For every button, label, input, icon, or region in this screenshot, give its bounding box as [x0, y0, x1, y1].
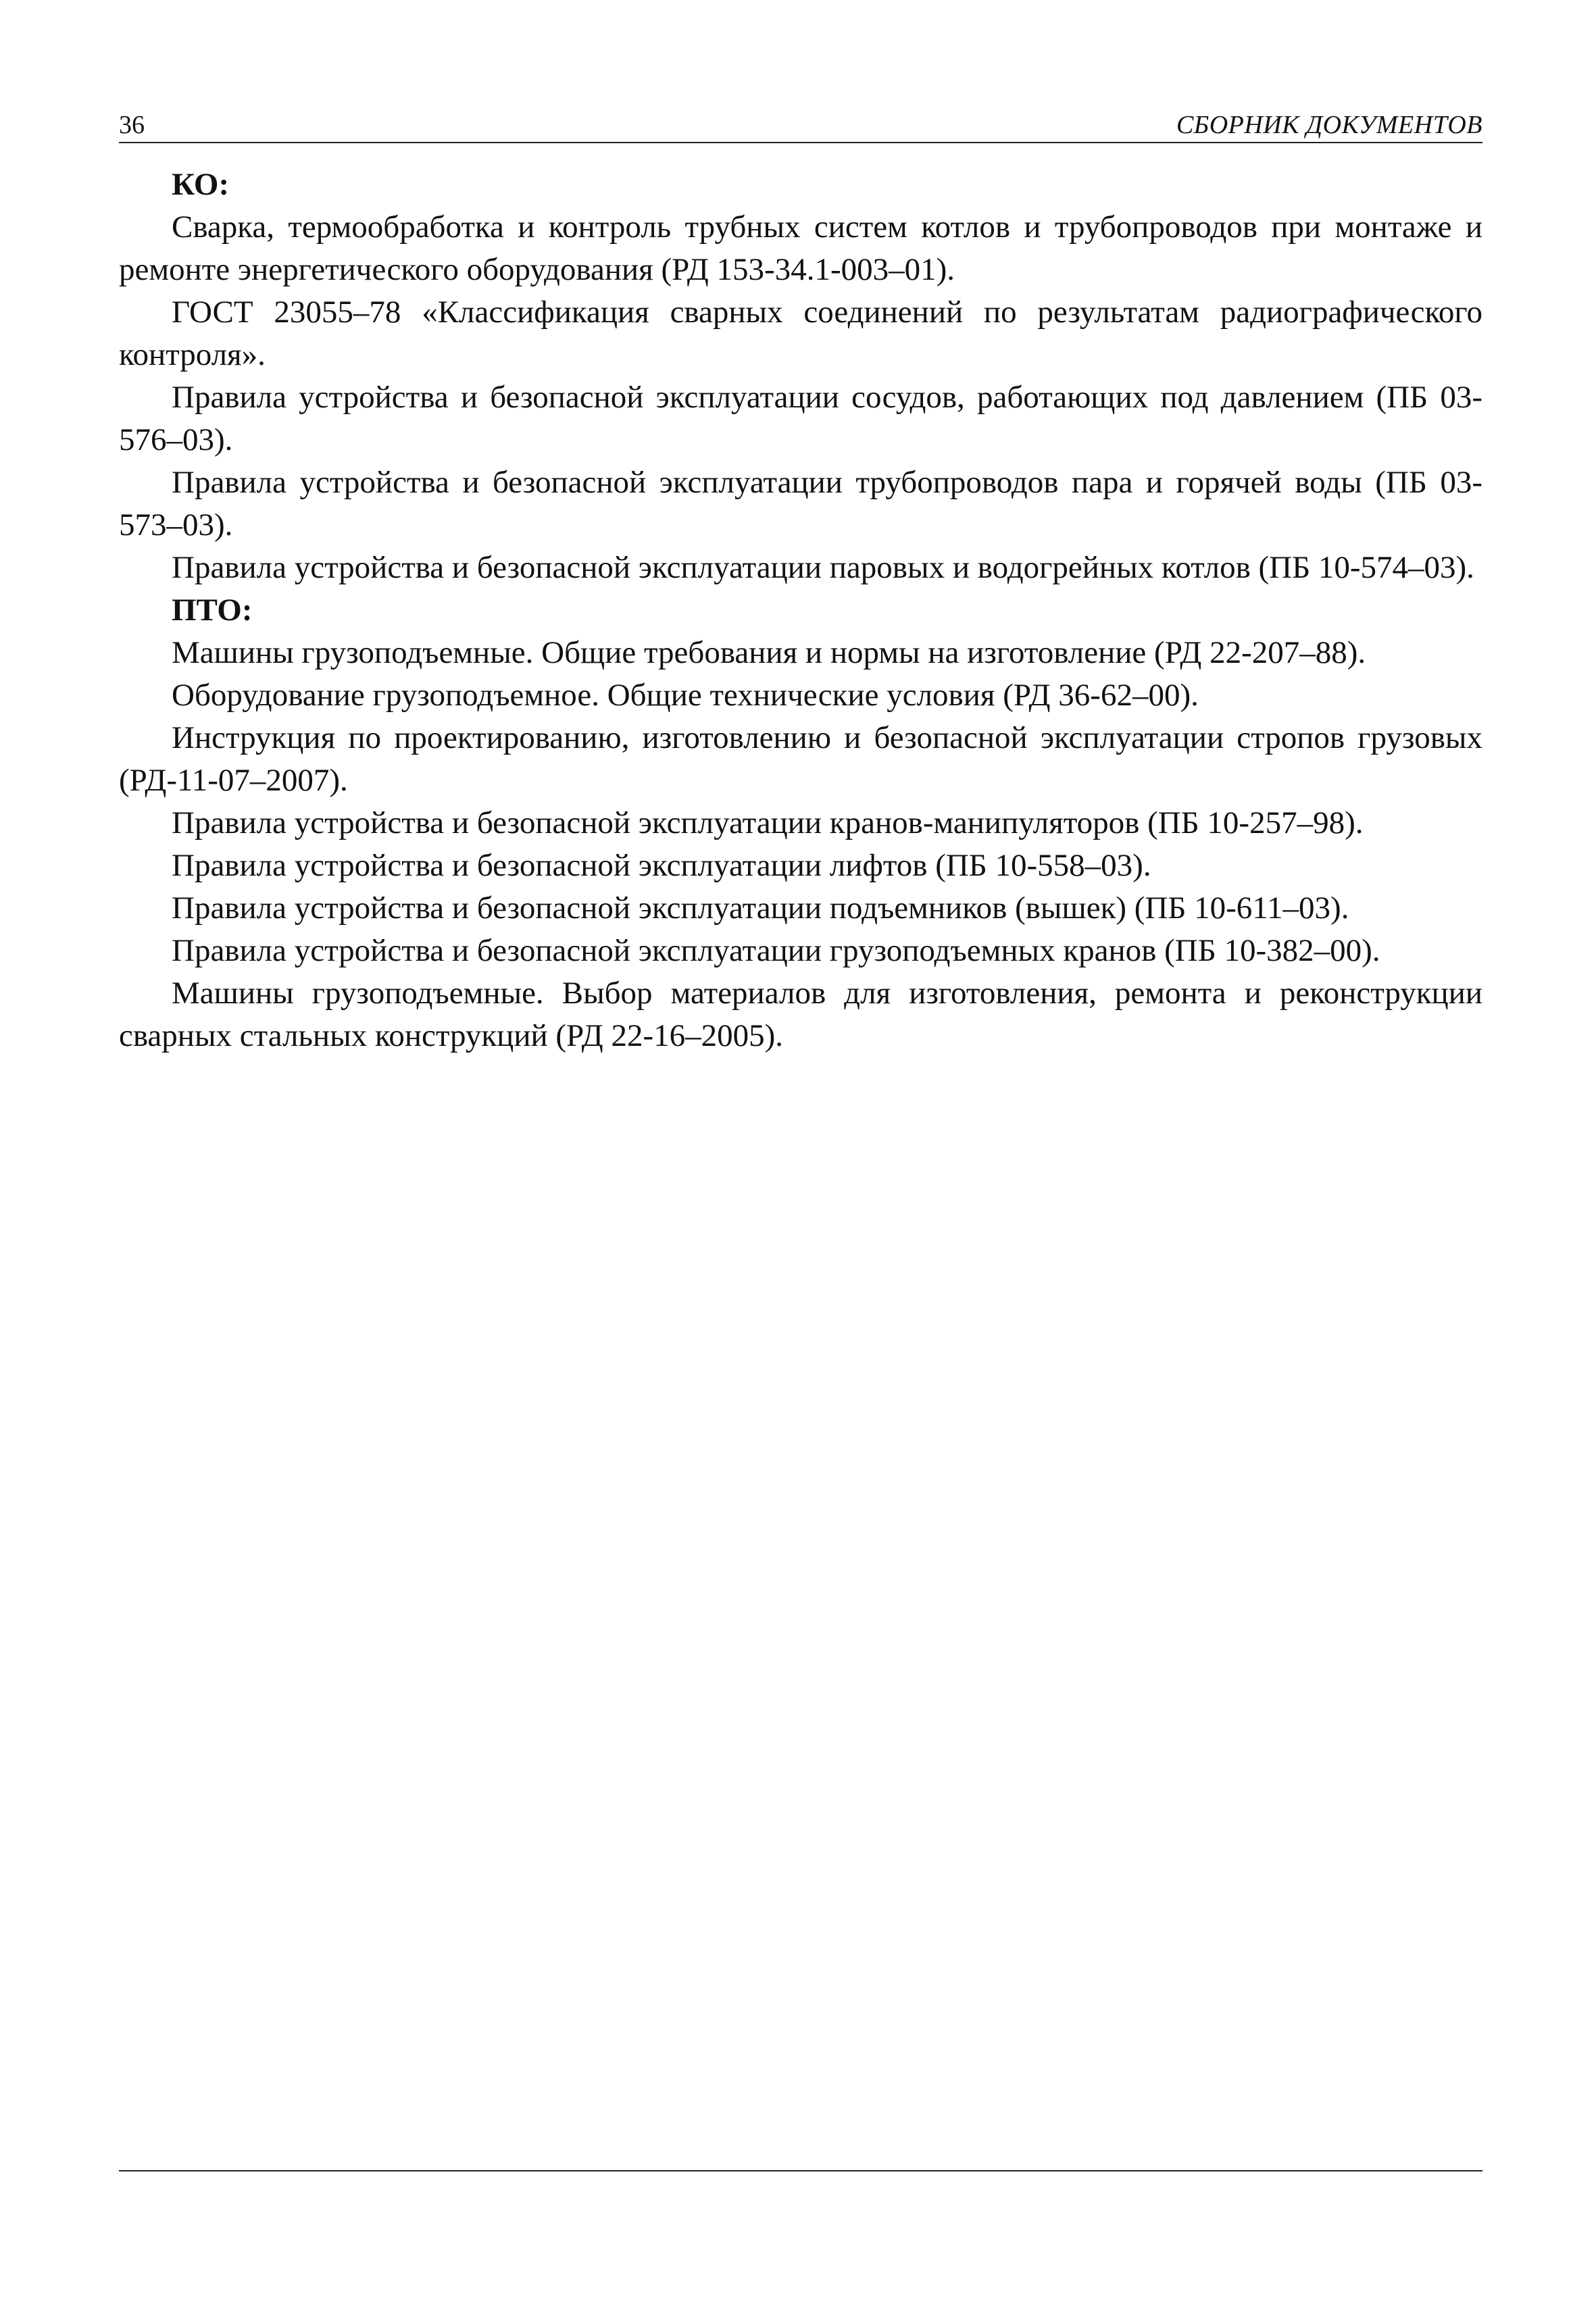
document-item: Правила устройства и безопасной эксплуатации кранов-манипуляторов (ПБ 10-257–98).: [172, 805, 1364, 840]
running-title: СБОРНИК ДОКУМЕНТОВ: [1176, 111, 1482, 139]
section-heading-pto: ПТО:: [172, 593, 253, 628]
document-item: Правила устройства и безопасной эксплуатации подъемников (вышек) (ПБ 10-611–03).: [172, 890, 1349, 926]
section-heading-ko: КО:: [172, 167, 230, 202]
footer-rule: [119, 2170, 1482, 2171]
document-item: Сварка, термообработка и контроль трубных систем котлов и трубопроводов при монтаже и ремонте энергетического оборудования (РД 153-34.1-003–01).: [119, 209, 1482, 287]
document-item: ГОСТ 23055–78 «Классификация сварных соединений по результатам радиографического контроля».: [119, 295, 1482, 372]
page-number: 36: [119, 111, 145, 139]
page-header: [119, 101, 1482, 143]
document-item: Правила устройства и безопасной эксплуатации лифтов (ПБ 10-558–03).: [172, 848, 1151, 883]
document-body: [119, 164, 1482, 1057]
document-item: Правила устройства и безопасной эксплуатации сосудов, работающих под давлением (ПБ 03-576–03).: [119, 380, 1482, 457]
document-item: Правила устройства и безопасной эксплуатации грузоподъемных кранов (ПБ 10-382–00).: [172, 933, 1380, 968]
document-item: Машины грузоподъемные. Общие требования и нормы на изготовление (РД 22-207–88).: [172, 635, 1366, 670]
document-item: Машины грузоподъемные. Выбор материалов для изготовления, ремонта и реконструкции сварных стальных конструкций (РД 22-16–2005).: [119, 976, 1482, 1053]
document-item: Правила устройства и безопасной эксплуатации паровых и водогрейных котлов (ПБ 10-574–03).: [172, 550, 1474, 585]
document-item: Инструкция по проектированию, изготовлению и безопасной эксплуатации стропов грузовых (РД-11-07–2007).: [119, 720, 1482, 798]
document-item: Оборудование грузоподъемное. Общие технические условия (РД 36-62–00).: [172, 678, 1199, 713]
document-item: Правила устройства и безопасной эксплуатации трубопроводов пара и горячей воды (ПБ 03-573–03).: [119, 465, 1482, 543]
